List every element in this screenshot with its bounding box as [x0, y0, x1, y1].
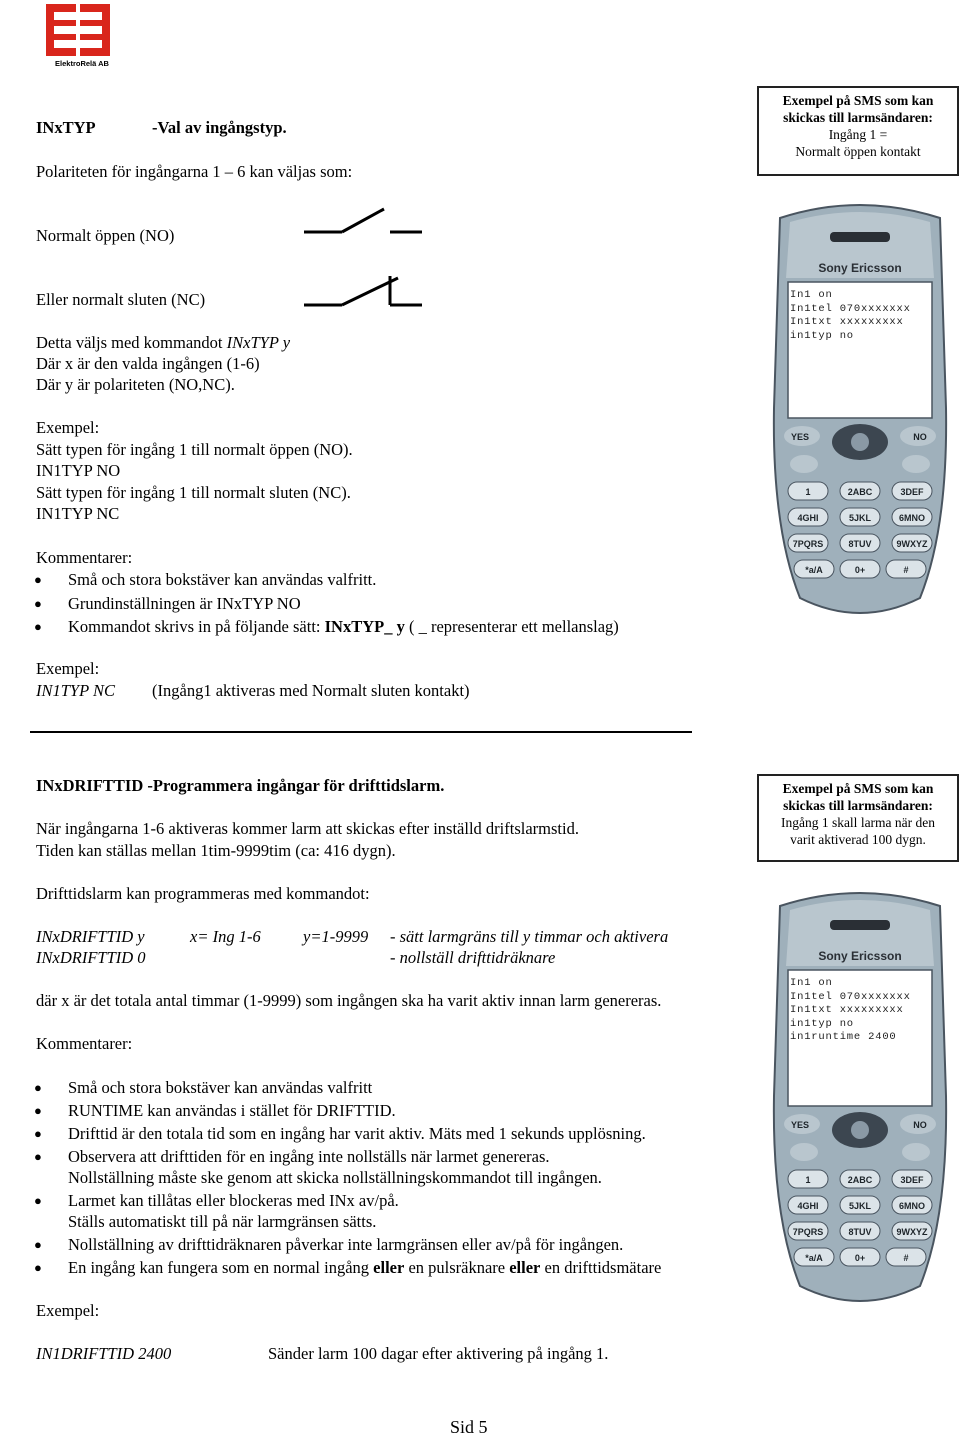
command-description: - sätt larmgräns till y timmar och aktivera: [390, 927, 669, 946]
svg-text:3DEF: 3DEF: [900, 487, 924, 497]
command-description: - nollställ drifttidräknare: [390, 948, 556, 967]
bullet-icon: ●: [34, 596, 42, 611]
section2-line: där x är det totala antal timmar (1-9999) som ingången ska ha varit aktiv innan larm genereras.: [36, 991, 662, 1010]
svg-text:*a/A: *a/A: [805, 565, 823, 575]
svg-text:1: 1: [805, 487, 811, 497]
bullet-icon: ●: [34, 619, 42, 634]
phone-illustration: [770, 198, 950, 620]
screen-line: In1txt xxxxxxxxx: [790, 316, 904, 328]
comment-item: RUNTIME kan användas i stället för DRIFTTID.: [68, 1101, 396, 1120]
svg-text:8TUV: 8TUV: [848, 1227, 872, 1237]
example-command: IN1DRIFTTID 2400: [36, 1344, 172, 1363]
command-param: x= Ing 1-6: [190, 927, 261, 946]
sms-line: Ingång 1 skall larma när den: [780, 815, 936, 830]
screen-line: In1txt xxxxxxxxx: [790, 1004, 904, 1016]
example-heading: Exempel:: [36, 659, 100, 678]
svg-text:6MNO: 6MNO: [898, 1201, 926, 1211]
phone-screen: [790, 977, 911, 1045]
svg-text:5JKL: 5JKL: [848, 513, 872, 523]
section2-line: Drifttidslarm kan programmeras med kommandot:: [36, 884, 370, 903]
no-label: Normalt öppen (NO): [36, 226, 175, 245]
svg-text:YES: YES: [790, 432, 810, 442]
svg-text:0+: 0+: [854, 1253, 866, 1263]
command-syntax: INxDRIFTTID y: [36, 927, 145, 946]
sms-example-box: [757, 86, 959, 176]
example-description: Sänder larm 100 dagar efter aktivering på ingång 1.: [268, 1344, 609, 1363]
normally-open-symbol: [300, 204, 426, 238]
comment-item: Nollställning av drifttidräknaren påverkar inte larmgränsen eller av/på för ingången.: [68, 1235, 624, 1254]
bullet-icon: ●: [34, 1237, 42, 1252]
example-line: Sätt typen för ingång 1 till normalt sluten (NC).: [36, 483, 351, 502]
sms-line: Ingång 1 =: [828, 127, 888, 142]
screen-line: in1runtime 2400: [790, 1031, 897, 1043]
svg-text:4GHI: 4GHI: [797, 513, 819, 523]
section1-intro: Polariteten för ingångarna 1 – 6 kan väljas som:: [36, 162, 353, 181]
svg-text:2ABC: 2ABC: [847, 487, 873, 497]
example-heading: Exempel:: [36, 1301, 100, 1320]
phone-brand: Sony Ericsson: [818, 261, 902, 275]
comment-item: Drifttid är den totala tid som en ingång har varit aktiv. Mäts med 1 sekunds upplösning.: [68, 1124, 646, 1143]
screen-line: in1typ no: [790, 329, 854, 342]
svg-text:0+: 0+: [854, 565, 866, 575]
desc-line: Där y är polariteten (NO,NC).: [36, 375, 235, 394]
svg-text:NO: NO: [913, 432, 927, 442]
sms-heading: Exempel på SMS som kan skickas till larmsändaren:: [782, 93, 934, 125]
phone-brand: Sony Ericsson: [818, 949, 902, 963]
comment-item-continuation: Ställs automatiskt till på när larmgränsen sätts.: [68, 1212, 377, 1231]
svg-text:YES: YES: [790, 1120, 810, 1130]
sms-heading: Exempel på SMS som kan skickas till larmsändaren:: [782, 781, 934, 813]
sms-example-box: [757, 774, 959, 862]
section2-line: Tiden kan ställas mellan 1tim-9999tim (ca: 416 dygn).: [36, 841, 396, 860]
svg-text:6MNO: 6MNO: [898, 513, 926, 523]
svg-text:8TUV: 8TUV: [848, 539, 872, 549]
command-syntax: INxDRIFTTID 0: [36, 948, 146, 967]
svg-text:5JKL: 5JKL: [848, 1201, 872, 1211]
example-description: (Ingång1 aktiveras med Normalt sluten kontakt): [152, 681, 470, 700]
svg-text:*a/A: *a/A: [805, 1253, 823, 1263]
screen-line: In1 on: [790, 289, 833, 301]
svg-text:7PQRS: 7PQRS: [792, 1227, 824, 1237]
section1-title: -Val av ingångstyp.: [152, 118, 287, 137]
svg-text:NO: NO: [913, 1120, 927, 1130]
svg-text:2ABC: 2ABC: [847, 1175, 873, 1185]
svg-text:7PQRS: 7PQRS: [792, 539, 824, 549]
bullet-icon: ●: [34, 1149, 42, 1164]
svg-text:#: #: [903, 1253, 909, 1263]
svg-text:3DEF: 3DEF: [900, 1175, 924, 1185]
comment-item: Kommandot skrivs in på följande sätt: INxTYP_ y ( _ representerar ett mellanslag): [68, 617, 619, 636]
desc-line: Detta väljs med kommandot INxTYP y: [36, 333, 291, 352]
bullet-icon: ●: [34, 572, 42, 587]
sms-line: Normalt öppen kontakt: [795, 144, 921, 159]
section1-command: INxTYP: [36, 118, 96, 137]
example-heading: Exempel:: [36, 418, 100, 437]
bullet-icon: ●: [34, 1080, 42, 1095]
screen-line: in1typ no: [790, 1017, 854, 1030]
comments-heading: Kommentarer:: [36, 548, 133, 567]
example-command: IN1TYP NO: [36, 461, 121, 480]
svg-text:9WXYZ: 9WXYZ: [896, 1227, 928, 1237]
phone-illustration: [770, 886, 950, 1308]
company-logo: [40, 4, 124, 70]
svg-text:#: #: [903, 565, 909, 575]
bullet-icon: ●: [34, 1260, 42, 1275]
sms-line: varit aktiverad 100 dygn.: [790, 832, 926, 847]
svg-text:4GHI: 4GHI: [797, 1201, 819, 1211]
page-number: Sid 5: [450, 1417, 488, 1437]
normally-closed-symbol: [300, 272, 426, 312]
phone-screen: [790, 289, 911, 343]
bullet-icon: ●: [34, 1103, 42, 1118]
screen-line: In1 on: [790, 977, 833, 989]
comment-item: Larmet kan tillåtas eller blockeras med INx av/på.: [68, 1191, 399, 1210]
bullet-icon: ●: [34, 1193, 42, 1208]
comment-item-continuation: Nollställning måste ske genom att skicka nollställningskommandot till ingången.: [68, 1168, 602, 1187]
command-param: y=1-9999: [303, 927, 369, 946]
comment-item: Observera att drifttiden för en ingång inte nollställs när larmet genereras.: [68, 1147, 550, 1166]
screen-line: In1tel 070xxxxxxx: [790, 302, 911, 315]
logo-text: ElektroRelä AB: [55, 59, 109, 68]
bullet-icon: ●: [34, 1126, 42, 1141]
section-divider: [30, 731, 692, 733]
screen-line: In1tel 070xxxxxxx: [790, 990, 911, 1003]
desc-line: Där x är den valda ingången (1-6): [36, 354, 260, 373]
svg-text:9WXYZ: 9WXYZ: [896, 539, 928, 549]
comment-item: Små och stora bokstäver kan användas valfritt.: [68, 570, 377, 589]
section2-title: INxDRIFTTID -Programmera ingångar för drifttidslarm.: [36, 776, 445, 795]
comments-heading: Kommentarer:: [36, 1034, 133, 1053]
section2-line: När ingångarna 1-6 aktiveras kommer larm att skickas efter inställd driftslarmstid.: [36, 819, 579, 838]
example-line: Sätt typen för ingång 1 till normalt öppen (NO).: [36, 440, 353, 459]
comment-item: Grundinställningen är INxTYP NO: [68, 594, 301, 613]
nc-label: Eller normalt sluten (NC): [36, 290, 206, 309]
example-command: IN1TYP NC: [36, 504, 120, 523]
svg-text:1: 1: [805, 1175, 811, 1185]
comment-item: En ingång kan fungera som en normal ingång eller en pulsräknare eller en drifttidsmätare: [68, 1258, 662, 1277]
example-command: IN1TYP NC: [36, 681, 116, 700]
comment-item: Små och stora bokstäver kan användas valfritt: [68, 1078, 373, 1097]
